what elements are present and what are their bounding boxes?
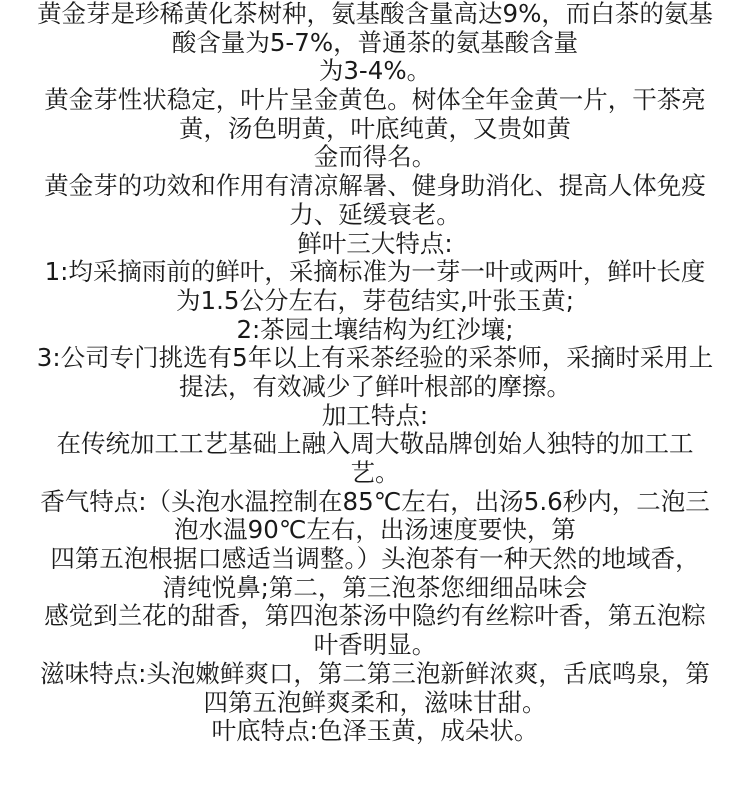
text-line-22: 感觉到兰花的甜香，第四泡茶汤中隐约有丝粽叶香，第五泡粽 (44, 601, 706, 631)
text-line-14: 提法，有效减少了鲜叶根部的摩擦。 (179, 371, 571, 401)
text-line-12: 2:茶园土壤结构为红沙壤; (236, 314, 514, 344)
text-line-5: 黄，汤色明黄，叶底纯黄，又贵如黄 (179, 113, 571, 143)
text-line-26: 叶底特点:色泽玉黄，成朵状。 (211, 716, 539, 746)
text-line-11: 为1.5公分左右，芽苞结实,叶张玉黄; (175, 285, 574, 315)
text-line-25: 四第五泡鲜爽柔和，滋味甘甜。 (203, 687, 547, 717)
text-line-6: 金而得名。 (313, 142, 437, 172)
text-line-19: 泡水温90℃左右，出汤速度要快，第 (174, 515, 576, 545)
text-line-8: 力、延缓衰老。 (289, 199, 461, 229)
text-line-1: 黄金芽是珍稀黄化茶树种，氨基酸含量高达9%，而白茶的氨基 (37, 0, 713, 28)
text-line-4: 黄金芽性状稳定，叶片呈金黄色。树体全年金黄一片，干茶亮 (44, 85, 706, 115)
section-heading-processing: 加工特点: (321, 400, 429, 430)
text-line-2: 酸含量为5-7%，普通茶的氨基酸含量 (171, 27, 579, 57)
text-line-3: 为3-4%。 (318, 56, 432, 86)
text-line-18: 香气特点:（头泡水温控制在85℃左右，出汤5.6秒内，二泡三 (40, 486, 710, 516)
text-line-10: 1:均采摘雨前的鲜叶，采摘标准为一芽一叶或两叶，鲜叶长度 (44, 257, 706, 287)
text-line-16: 在传统加工工艺基础上融入周大敬品牌创始人独特的加工工 (56, 429, 694, 459)
text-line-17: 艺。 (350, 458, 400, 487)
text-line-23: 叶香明显。 (313, 630, 437, 660)
text-line-20: 四第五泡根据口感适当调整。）头泡茶有一种天然的地域香， (50, 544, 700, 574)
text-line-7: 黄金芽的功效和作用有清凉解暑、健身助消化、提高人体免疫 (44, 171, 706, 201)
text-line-13: 3:公司专门挑选有5年以上有采茶经验的采茶师，采摘时采用上 (36, 343, 714, 373)
text-line-24: 滋味特点:头泡嫩鲜爽口，第二第三泡新鲜浓爽，舌底鸣泉，第 (40, 658, 710, 688)
text-line-21: 清纯悦鼻;第二，第三泡茶您细细品味会 (162, 572, 588, 602)
section-heading-fresh-leaf: 鲜叶三大特点: (297, 228, 453, 258)
